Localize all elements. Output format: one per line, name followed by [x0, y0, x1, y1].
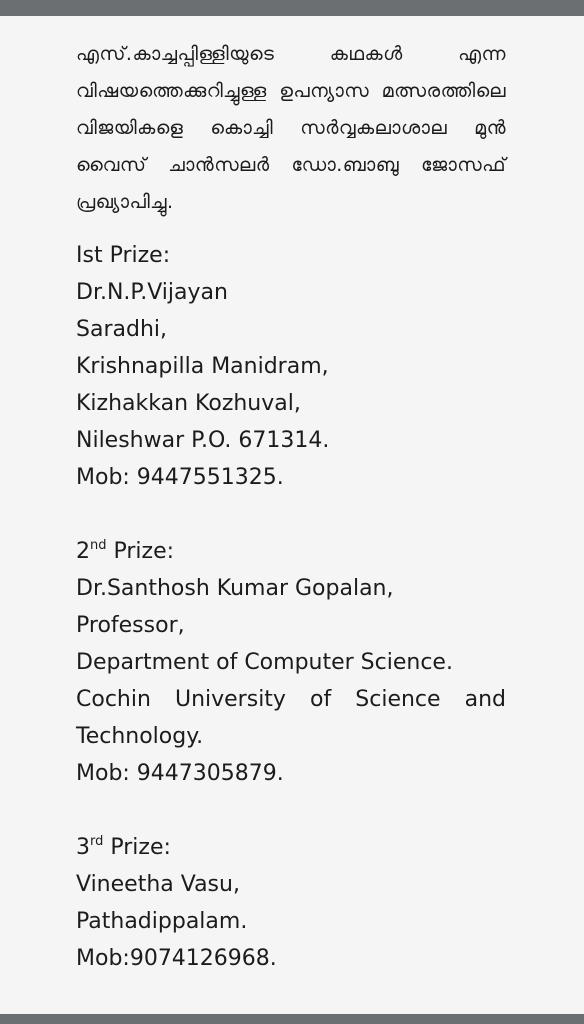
second-prize-heading: 2nd Prize: [76, 538, 175, 564]
second-prize-block [76, 533, 506, 792]
first-prize-address-line: Krishnapilla Manidram, [76, 354, 329, 379]
first-prize-mobile: Mob: 9447551325. [76, 465, 284, 490]
first-prize-address-line: Nileshwar P.O. 671314. [76, 428, 330, 453]
third-prize-address-line: Pathadippalam. [76, 909, 248, 934]
second-prize-name: Dr.Santhosh Kumar Gopalan, [76, 576, 394, 601]
top-bar [0, 0, 584, 16]
first-prize-name: Dr.N.P.Vijayan [76, 280, 228, 305]
second-prize-university: Cochin University of Science and [76, 687, 506, 712]
second-prize-department: Department of Computer Science. [76, 650, 453, 675]
first-prize-address-line: Kizhakkan Kozhuval, [76, 391, 301, 416]
third-prize-block [76, 829, 506, 977]
bottom-bar [0, 1014, 584, 1024]
third-prize-name: Vineetha Vasu, [76, 872, 240, 897]
first-prize-block [76, 237, 506, 496]
second-prize-mobile: Mob: 9447305879. [76, 761, 284, 786]
first-prize-address-line: Saradhi, [76, 317, 167, 342]
second-prize-title: Professor, [76, 613, 185, 638]
second-prize-university-cont: Technology. [76, 724, 204, 749]
third-prize-heading: 3rd Prize: [76, 834, 171, 860]
third-prize-mobile: Mob:9074126968. [76, 946, 277, 971]
intro-paragraph: എസ്.കാച്ചപ്പിള്ളിയുടെ കഥകൾ എന്ന വിഷയത്തെക്കുറിച്ചുള്ള ഉപന്യാസ മത്സരത്തിലെ വിജയികളെ കൊച്ചി സർവ്വകലാശാല മുൻ വൈസ് ചാൻസലർ ഡോ.ബാബു ജോസഫ് പ്രഖ്യാപിച്ചു. [76, 43, 506, 213]
document-body [76, 36, 506, 1014]
first-prize-heading: Ist Prize: [76, 243, 171, 268]
